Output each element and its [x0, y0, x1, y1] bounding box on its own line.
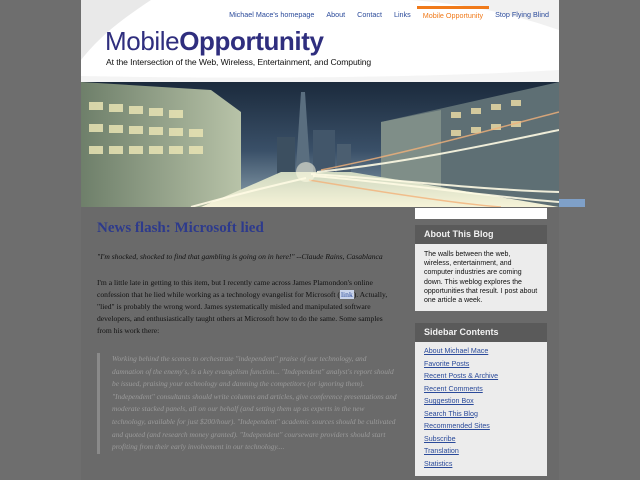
sidebar-link-recent-posts-archive[interactable]: Recent Posts & Archive: [424, 372, 499, 381]
logo-bold-text: Opportunity: [179, 26, 324, 56]
sidebar-link-search-this-blog[interactable]: Search This Blog: [424, 409, 478, 418]
post-paragraph-text-2: ). Actually, "lied" is probably the wrong word. James systematically misled and manipulated software developers, and enthusiastically taught others at Microsoft how to do the same. Some samples from his work there:: [97, 290, 388, 335]
site-tagline: At the Intersection of the Web, Wireless, Entertainment, and Computing: [106, 57, 372, 67]
sidebar-link-favorite-posts[interactable]: Favorite Posts: [424, 359, 470, 368]
nav-mobile-opportunity[interactable]: Mobile Opportunity: [417, 6, 489, 22]
sidebar-link-about-michael-mace[interactable]: About Michael Mace: [424, 347, 489, 356]
sidebar: [415, 208, 547, 476]
post-blockquote: Working behind the scenes to orchestrate "independent" praise of our technology, and damnation of the enemy's, is a key evangelism function... "Independent" analyst's report should be issued, praising your technology and damning the competitors (or ignoring them). "Independent" consultants should write columns and articles, give conference presentations and moderate stacked panels, all on our behalf (and setting them up as experts in the new technology, available for just $200/hour). "Independent" academic sources should be cultivated and quoted (and research money granted). "Independent" courseware providers should start profiting from their early involvement in our technology....: [97, 353, 397, 454]
sidebar-link-statistics[interactable]: Statistics: [424, 459, 453, 468]
site-logo[interactable]: [105, 26, 324, 57]
nav-links[interactable]: Links: [393, 10, 411, 19]
sidebar-contents-heading: Sidebar Contents: [415, 323, 547, 342]
nav-homepage[interactable]: Michael Mace's homepage: [229, 10, 315, 19]
sidebar-link-recommended-sites[interactable]: Recommended Sites: [424, 422, 490, 431]
sidebar-link-suggestion-box[interactable]: Suggestion Box: [424, 397, 474, 406]
top-navigation: [223, 6, 555, 22]
post-paragraph-text-1: I'm a little late in getting to this item, but I recently came across James Plamondon's online confession that he lied while working as a technology evangelist for Microsoft (: [97, 278, 373, 299]
nav-about[interactable]: About: [326, 10, 346, 19]
post-paragraph: [97, 277, 397, 337]
logo-regular-text: Mobile: [105, 26, 180, 56]
site-header: [81, 0, 559, 82]
banner-edge-strip: [559, 199, 585, 207]
sidebar-contents-list: [415, 342, 547, 476]
sidebar-top-tab: [415, 208, 547, 219]
city-night-banner-image: [81, 82, 559, 207]
about-blog-heading: About This Blog: [415, 225, 547, 244]
about-blog-text: The walls between the web, wireless, entertainment, and computer industries are coming down. This weblog explores the opportunities that result. I post about one article a week.: [415, 244, 547, 311]
sidebar-link-translation[interactable]: Translation: [424, 447, 459, 456]
sidebar-link-subscribe[interactable]: Subscribe: [424, 434, 456, 443]
nav-contact[interactable]: Contact: [357, 10, 382, 19]
post-epigraph: "I'm shocked, shocked to find that gambling is going on in here!" --Claude Rains, Casablanca: [97, 252, 383, 261]
main-content: [97, 220, 397, 454]
post-title[interactable]: News flash: Microsoft lied: [97, 220, 264, 236]
source-link[interactable]: link: [340, 290, 353, 299]
nav-stop-flying-blind[interactable]: Stop Flying Blind: [495, 10, 549, 19]
sidebar-link-recent-comments[interactable]: Recent Comments: [424, 384, 483, 393]
